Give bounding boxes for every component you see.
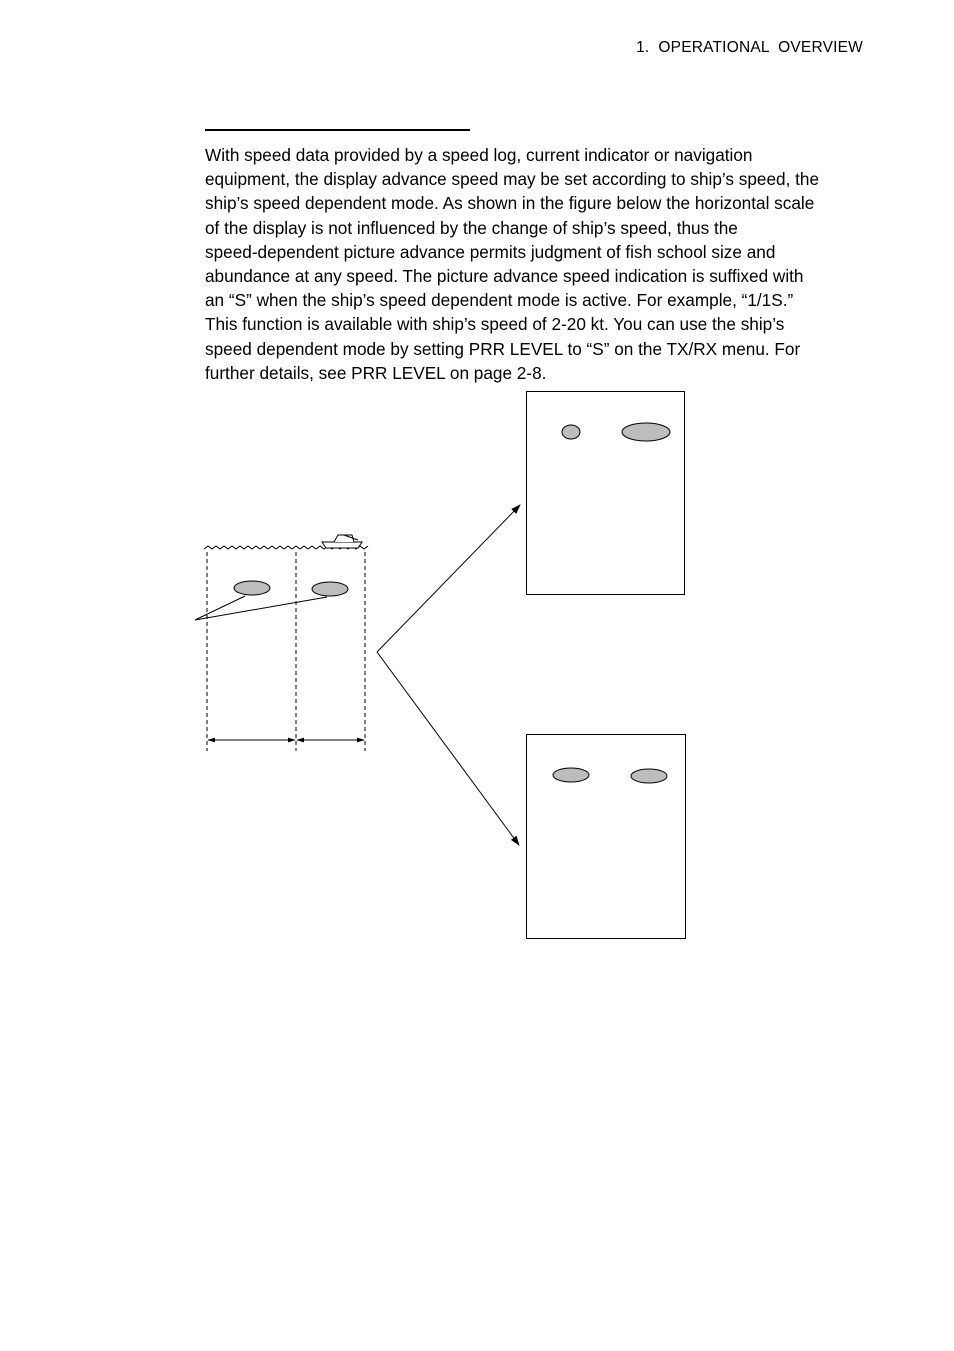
- fish-school-1: [234, 581, 270, 595]
- fish-school-2: [312, 582, 348, 596]
- running-head: 1. OPERATIONAL OVERVIEW: [636, 39, 863, 56]
- echo-small: [562, 425, 580, 439]
- body-line: This function is available with ship’s speed of 2-20 kt. You can use the ship’s: [205, 314, 785, 335]
- leader-line-1: [195, 596, 245, 620]
- body-line: speed-dependent picture advance permits judgment of fish school size and: [205, 241, 776, 262]
- body-line: further details, see PRR LEVEL on page 2-8.: [205, 362, 547, 383]
- arrow-to-top-display: [377, 505, 520, 652]
- body-line: abundance at any speed. The picture advance speed indication is suffixed with: [205, 266, 804, 287]
- body-line: an “S” when the ship’s speed dependent mode is active. For example, “1/1S.”: [205, 290, 794, 311]
- body-line: With speed data provided by a speed log, current indicator or navigation: [205, 145, 753, 165]
- display-normal-mode: [527, 392, 685, 595]
- arrow-to-bottom-display: [377, 652, 519, 845]
- echo-equal-2: [631, 769, 667, 783]
- echo-wide: [622, 423, 670, 441]
- echo-equal-1: [553, 768, 589, 782]
- display-speed-dependent-mode: [527, 735, 686, 939]
- body-line: speed dependent mode by setting PRR LEVEL to “S” on the TX/RX menu. For: [205, 338, 801, 359]
- leader-line-2: [195, 597, 327, 620]
- body-line: of the display is not influenced by the change of ship’s speed, thus the: [205, 217, 738, 238]
- body-line: equipment, the display advance speed may be set according to ship’s speed, the: [205, 169, 820, 190]
- boat-icon: [322, 535, 362, 548]
- body-line: ship’s speed dependent mode. As shown in the figure below the horizontal scale: [205, 193, 815, 214]
